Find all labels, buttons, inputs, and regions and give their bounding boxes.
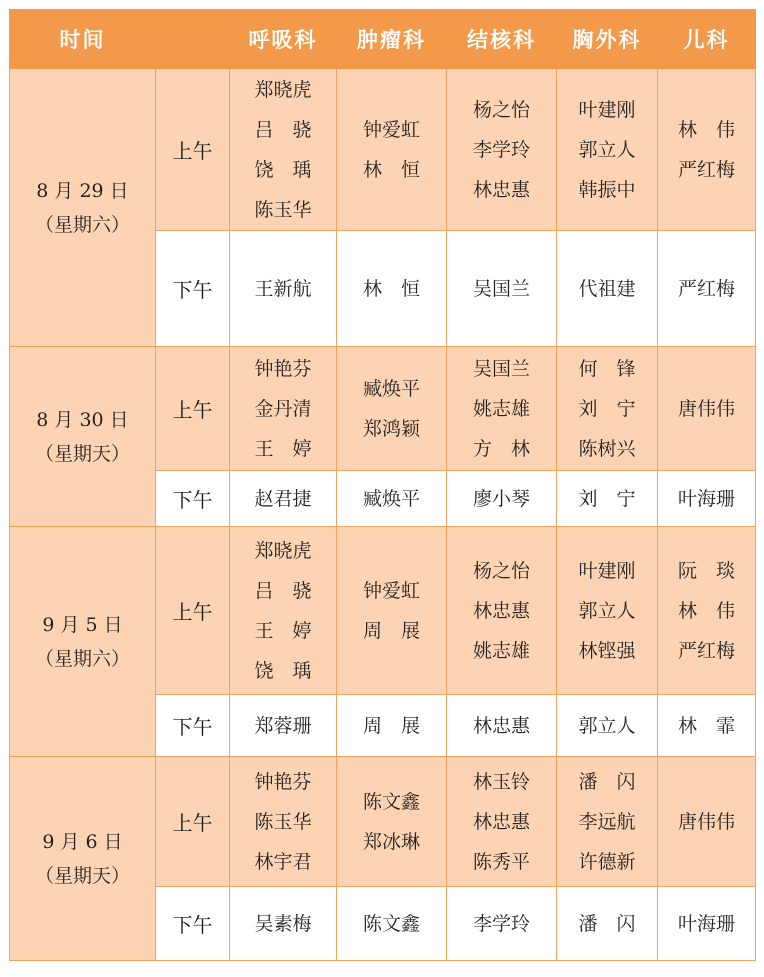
doctor-name: 阮 琰 [677,559,735,582]
doctor-name: 叶海珊 [677,912,735,935]
doctor-cell [447,471,557,527]
doctor-name: 林铿强 [578,639,636,662]
doctor-name: 林忠惠 [472,714,530,737]
date-label: 9 月 6 日 [42,830,123,853]
doctor-cell [557,347,658,471]
doctor-name: 潘 闪 [578,770,636,793]
doctor-name: 何 锋 [578,357,636,380]
doctor-name: 林 伟 [677,599,735,622]
doctor-name: 代祖建 [578,277,636,300]
doctor-name: 许德新 [578,850,636,873]
doctor-name: 林宇君 [254,850,312,873]
doctor-name: 林 霏 [677,714,735,737]
doctor-name: 郭立人 [578,138,636,161]
date-cell [10,347,156,527]
header-dept-0: 呼吸科 [230,10,337,69]
doctor-cell [230,757,337,887]
doctor-name: 钟爱虹 [362,579,420,602]
header-spacer [156,10,230,69]
doctor-name: 吴素梅 [254,912,312,935]
date-cell [10,757,156,961]
doctor-cell [658,347,756,471]
doctor-cell [337,695,447,757]
doctor-name: 林玉铃 [472,770,530,793]
doctor-cell [557,69,658,231]
doctor-cell [557,887,658,961]
doctor-name: 钟爱虹 [362,118,420,141]
doctor-name: 郑冰琳 [362,830,420,853]
doctor-name: 钟艳芬 [254,770,312,793]
doctor-name: 臧焕平 [362,377,420,400]
doctor-name: 郑晓虎 [254,539,312,562]
doctor-cell [658,527,756,695]
period-pm-label: 下午 [156,471,230,527]
period-pm-label: 下午 [156,887,230,961]
doctor-cell [230,471,337,527]
doctor-name: 叶建刚 [578,559,636,582]
header-time: 时间 [10,10,156,69]
doctor-name: 王 婷 [254,437,312,460]
doctor-name: 陈文鑫 [362,790,420,813]
doctor-name: 钟艳芬 [254,357,312,380]
doctor-cell [557,471,658,527]
doctor-cell [337,347,447,471]
doctor-cell [337,471,447,527]
doctor-name: 吴国兰 [472,277,530,300]
doctor-name: 方 林 [472,437,530,460]
doctor-name: 吴国兰 [472,357,530,380]
date-cell [10,69,156,347]
doctor-cell [337,527,447,695]
doctor-name: 韩振中 [578,178,636,201]
doctor-cell [557,527,658,695]
schedule-row-am [10,527,756,695]
header-dept-2: 结核科 [447,10,557,69]
doctor-name: 杨之怡 [472,559,530,582]
doctor-name: 郭立人 [578,599,636,622]
doctor-name: 郑晓虎 [254,78,312,101]
doctor-cell [337,887,447,961]
schedule-body [10,69,756,961]
doctor-name: 饶 瑀 [254,158,312,181]
header-dept-1: 肿瘤科 [337,10,447,69]
doctor-name: 严红梅 [677,158,735,181]
weekday-label: （星期六） [34,647,130,670]
doctor-name: 周 展 [362,714,420,737]
date-cell [10,527,156,757]
doctor-cell [337,69,447,231]
doctor-cell [230,695,337,757]
period-am-label: 上午 [156,527,230,695]
doctor-cell [658,69,756,231]
date-label: 9 月 5 日 [42,613,123,636]
doctor-name: 王新航 [254,277,312,300]
doctor-name: 陈文鑫 [362,912,420,935]
doctor-name: 严红梅 [677,277,735,300]
doctor-cell [658,471,756,527]
doctor-cell [230,347,337,471]
doctor-name: 林 恒 [362,158,420,181]
doctor-name: 郑鸿颖 [362,417,420,440]
weekday-label: （星期天） [34,442,130,465]
doctor-cell [557,757,658,887]
doctor-name: 郑蓉珊 [254,714,312,737]
doctor-cell [230,231,337,347]
doctor-name: 吕 骁 [254,579,312,602]
doctor-cell [447,695,557,757]
doctor-cell [447,887,557,961]
header-dept-4: 儿科 [658,10,756,69]
doctor-name: 刘 宁 [578,487,636,510]
doctor-name: 周 展 [362,619,420,642]
period-am-label: 上午 [156,757,230,887]
doctor-name: 姚志雄 [472,397,530,420]
doctor-name: 饶 瑀 [254,659,312,682]
doctor-name: 王 婷 [254,619,312,642]
doctor-cell [557,695,658,757]
doctor-name: 臧焕平 [362,487,420,510]
doctor-cell [447,231,557,347]
doctor-cell [557,231,658,347]
doctor-name: 林 恒 [362,277,420,300]
doctor-name: 刘 宁 [578,397,636,420]
doctor-name: 严红梅 [677,639,735,662]
doctor-name: 陈秀平 [472,850,530,873]
doctor-name: 吕 骁 [254,118,312,141]
doctor-cell [230,887,337,961]
weekday-label: （星期天） [34,864,130,887]
schedule-table [9,9,756,961]
doctor-name: 陈树兴 [578,437,636,460]
header-dept-3: 胸外科 [557,10,658,69]
doctor-cell [230,527,337,695]
doctor-name: 唐伟伟 [677,810,735,833]
doctor-name: 叶海珊 [677,487,735,510]
doctor-name: 林 伟 [677,118,735,141]
doctor-name: 李学玲 [472,138,530,161]
weekday-label: （星期六） [34,213,130,236]
doctor-cell [337,231,447,347]
schedule-row-am [10,347,756,471]
doctor-name: 潘 闪 [578,912,636,935]
doctor-cell [447,347,557,471]
period-pm-label: 下午 [156,231,230,347]
period-am-label: 上午 [156,69,230,231]
doctor-name: 姚志雄 [472,639,530,662]
doctor-cell [658,695,756,757]
doctor-cell [337,757,447,887]
doctor-name: 陈玉华 [254,198,312,221]
doctor-name: 林忠惠 [472,810,530,833]
doctor-cell [230,69,337,231]
header-row [10,10,756,69]
doctor-cell [447,757,557,887]
doctor-name: 金丹清 [254,397,312,420]
doctor-cell [447,69,557,231]
schedule-row-am [10,69,756,231]
date-label: 8 月 30 日 [36,408,129,431]
period-am-label: 上午 [156,347,230,471]
doctor-cell [658,231,756,347]
schedule-row-am [10,757,756,887]
doctor-name: 赵君捷 [254,487,312,510]
doctor-name: 陈玉华 [254,810,312,833]
doctor-name: 廖小琴 [472,487,530,510]
doctor-name: 林忠惠 [472,178,530,201]
doctor-cell [658,757,756,887]
doctor-name: 叶建刚 [578,98,636,121]
doctor-cell [447,527,557,695]
doctor-name: 杨之怡 [472,98,530,121]
doctor-cell [658,887,756,961]
doctor-name: 林忠惠 [472,599,530,622]
doctor-name: 李远航 [578,810,636,833]
doctor-name: 郭立人 [578,714,636,737]
doctor-name: 唐伟伟 [677,397,735,420]
period-pm-label: 下午 [156,695,230,757]
date-label: 8 月 29 日 [36,179,129,202]
doctor-name: 李学玲 [472,912,530,935]
